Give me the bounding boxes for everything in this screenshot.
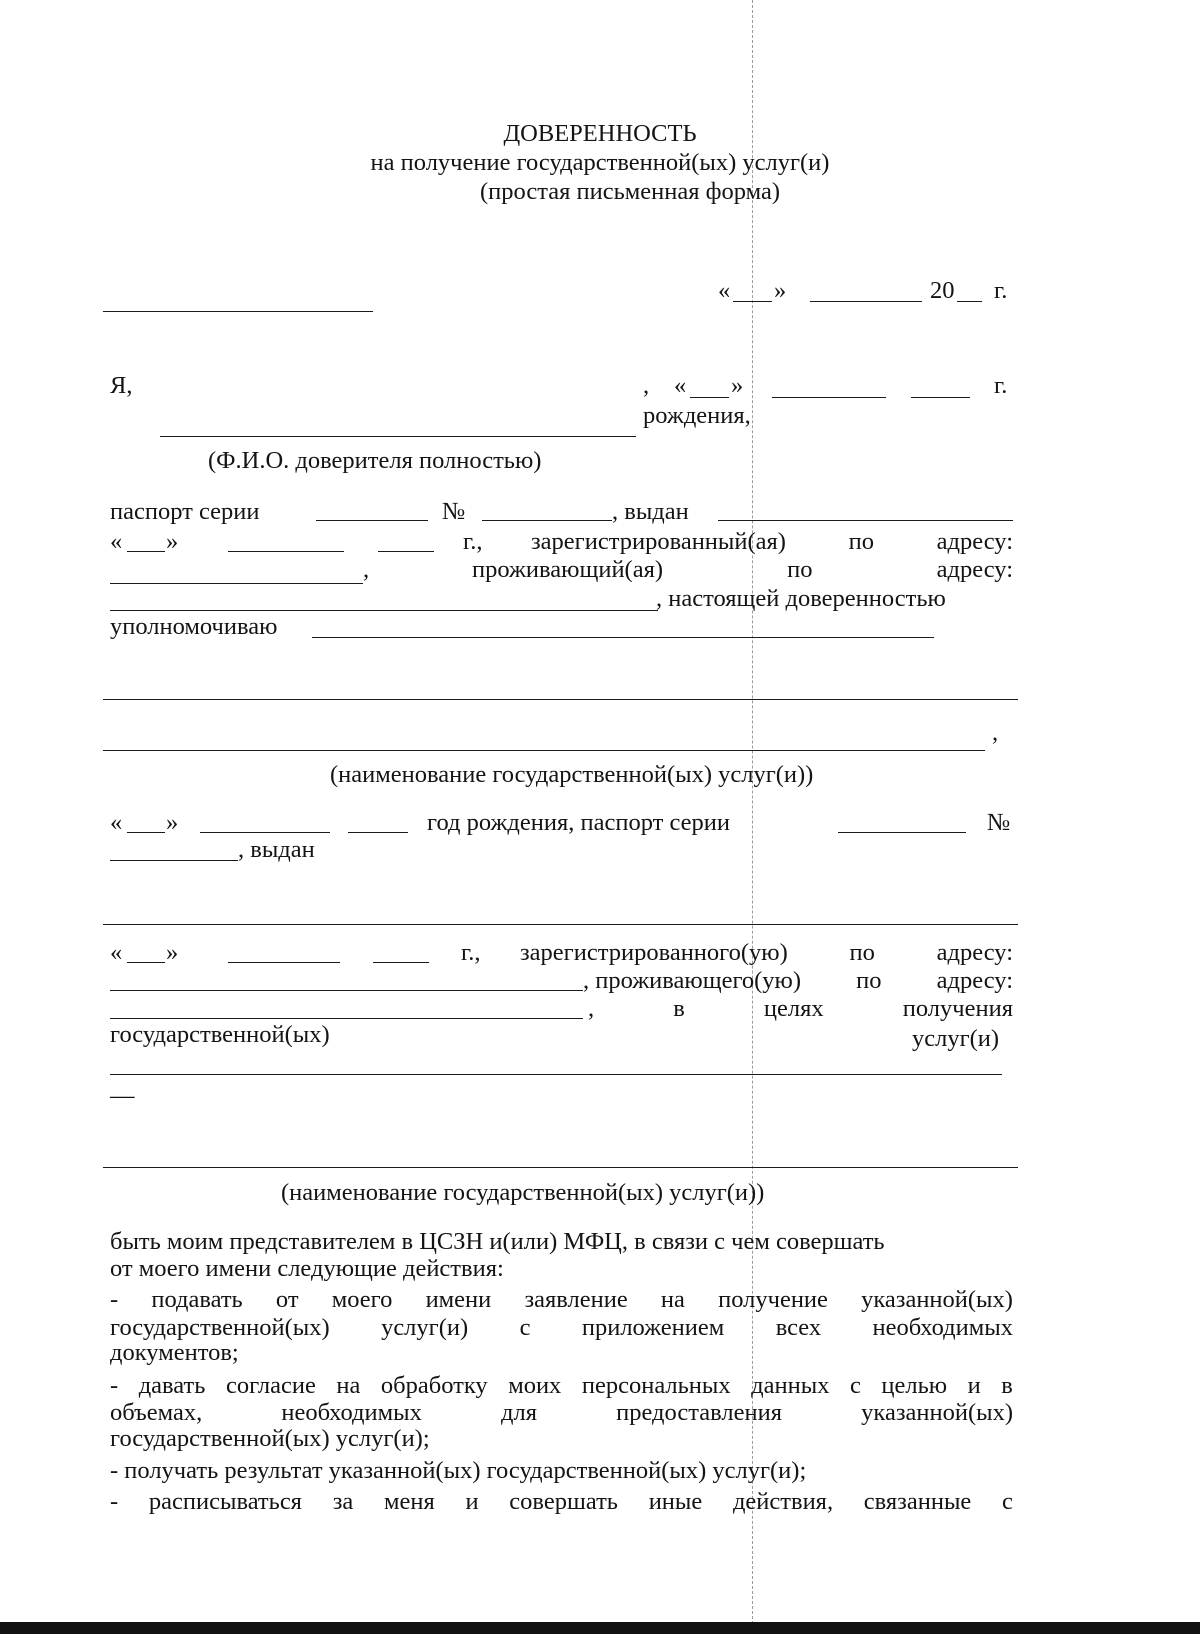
agent-day-blank: [127, 832, 165, 833]
word: по: [848, 528, 874, 555]
principal-year-suffix: г.: [994, 372, 1008, 399]
word: зарегистрированный(ая): [531, 528, 786, 555]
word: персональных: [581, 1372, 731, 1399]
item2-line1: [110, 1374, 1013, 1399]
passport-close-quote: »: [166, 528, 179, 555]
agent-name-comma: ,: [992, 719, 999, 746]
agent-living-line: [583, 969, 1013, 994]
word: согласие: [225, 1372, 316, 1399]
agent-reg-close-quote: »: [166, 939, 179, 966]
date-close-quote: »: [774, 277, 787, 304]
services-dash: —: [110, 1082, 135, 1109]
item3-line: - получать результат указанной(ых) государственной(ых) услуг(и);: [110, 1457, 807, 1484]
passport-series-blank: [316, 520, 428, 521]
agent-year-suffix: г.,: [461, 939, 481, 966]
word: с: [849, 1372, 861, 1399]
word: предоставления: [616, 1399, 782, 1426]
word: на: [660, 1286, 685, 1313]
place-blank-line: [103, 311, 373, 312]
word: данных: [751, 1372, 830, 1399]
word: проживающий(ая): [472, 556, 664, 583]
word: действия,: [732, 1488, 834, 1515]
date-open-quote: «: [718, 277, 731, 304]
word: объемах,: [110, 1399, 203, 1426]
passport-living-line: [472, 558, 1013, 583]
word: адресу:: [936, 528, 1013, 555]
principal-caption: (Ф.И.О. доверителя полностью): [208, 447, 542, 474]
word: адресу:: [936, 556, 1013, 583]
passport-number-sign: №: [442, 498, 466, 525]
word: указанной(ых): [861, 1399, 1013, 1426]
word: и: [465, 1488, 479, 1515]
passport-issued: , выдан: [612, 498, 689, 525]
registered-address-blank: [110, 583, 363, 584]
form-note: (простая письменная форма): [479, 178, 781, 205]
principal-day-blank: [690, 397, 729, 398]
passport-number-blank: [482, 520, 612, 521]
word: целью: [881, 1372, 948, 1399]
agent-birth-passport: год рождения, паспорт серии: [427, 809, 730, 836]
word: необходимых: [872, 1314, 1013, 1341]
word: с: [519, 1314, 531, 1341]
word: целях: [763, 995, 824, 1022]
word: для: [501, 1399, 537, 1426]
services-blank-2: [103, 1167, 1018, 1168]
word: имени: [425, 1286, 492, 1313]
agent-open-quote: «: [110, 809, 123, 836]
agent-registered-line: [520, 941, 1013, 966]
agent-close-quote: »: [166, 809, 179, 836]
services-right: услуг(и): [912, 1025, 1000, 1052]
item2-line2: [110, 1401, 1013, 1426]
word: моего: [331, 1286, 393, 1313]
item1-line2: [110, 1316, 1013, 1341]
authorize-blank: [312, 637, 934, 638]
word: меня: [383, 1488, 435, 1515]
passport-year-suffix: г.,: [463, 528, 483, 555]
principal-intro: Я,: [110, 372, 133, 399]
word: получение: [718, 1286, 828, 1313]
agent-reg-open-quote: «: [110, 939, 123, 966]
principal-comma: ,: [643, 372, 650, 399]
word: иные: [648, 1488, 703, 1515]
word: и: [967, 1372, 981, 1399]
word: -: [110, 1488, 119, 1515]
date-day-blank: [733, 301, 772, 302]
word: подавать: [151, 1286, 243, 1313]
services-caption: (наименование государственной(ых) услуг(и)): [281, 1179, 765, 1206]
item1-line3: документов;: [110, 1339, 239, 1366]
agent-year-blank: [348, 832, 408, 833]
word: на: [336, 1372, 361, 1399]
agent-month-blank: [200, 832, 330, 833]
word: от: [275, 1286, 299, 1313]
agent-name-blank-2: [103, 750, 985, 751]
passport-year-blank: [378, 551, 434, 552]
scan-bottom-edge: [0, 1622, 1200, 1634]
living-address-blank: [110, 610, 658, 611]
word: необходимых: [281, 1399, 422, 1426]
word: совершать: [509, 1488, 618, 1515]
principal-close-quote: »: [731, 372, 744, 399]
principal-birth-word: рождения,: [643, 402, 751, 429]
agent-reg-day-blank: [127, 962, 165, 963]
principal-year-blank: [911, 397, 970, 398]
word: зарегистрированного(ую): [520, 939, 788, 966]
word: всех: [775, 1314, 822, 1341]
item2-line3: государственной(ых) услуг(и);: [110, 1425, 430, 1452]
word: расписываться: [148, 1488, 302, 1515]
word: приложением: [581, 1314, 725, 1341]
word: адресу:: [936, 967, 1013, 994]
word: по: [856, 967, 882, 994]
word: заявление: [524, 1286, 628, 1313]
word: по: [849, 939, 875, 966]
principal-open-quote: «: [674, 372, 687, 399]
word: -: [110, 1372, 119, 1399]
body-line-1: быть моим представителем в ЦСЗН и(или) МФЦ, в связи с чем совершать: [110, 1228, 885, 1255]
word: обработку: [380, 1372, 488, 1399]
passport-issued-blank: [718, 520, 1013, 521]
services-blank-1: [110, 1074, 1002, 1075]
agent-purpose-line: [588, 997, 1013, 1022]
word: давать: [138, 1372, 206, 1399]
word: связанные: [863, 1488, 972, 1515]
body-line-2: от моего имени следующие действия:: [110, 1255, 504, 1282]
word: моих: [508, 1372, 562, 1399]
document-subtitle: на получение государственной(ых) услуг(и): [370, 149, 830, 176]
item4-line1: [110, 1490, 1013, 1515]
registered-comma: ,: [363, 556, 370, 583]
item1-line1: [110, 1288, 1013, 1313]
agent-issued: , выдан: [238, 836, 315, 863]
word: услуг(и): [381, 1314, 469, 1341]
agent-reg-month-blank: [228, 962, 340, 963]
word: в: [1001, 1372, 1013, 1399]
word: ,: [588, 995, 595, 1022]
date-year-blank: [957, 301, 982, 302]
word: в: [673, 995, 685, 1022]
agent-series-blank: [838, 832, 966, 833]
agent-caption: (наименование государственной(ых) услуг(и)): [330, 761, 814, 788]
passport-month-blank: [228, 551, 344, 552]
document-title: ДОВЕРЕННОСТЬ: [503, 120, 697, 147]
agent-issued-blank: [103, 924, 1018, 925]
word: с: [1002, 1488, 1013, 1515]
services-left: государственной(ых): [110, 1021, 330, 1048]
principal-month-blank: [772, 397, 886, 398]
agent-number-blank: [110, 860, 238, 861]
date-month-blank: [810, 301, 922, 302]
word: адресу:: [936, 939, 1013, 966]
agent-registered-address-blank: [110, 990, 583, 991]
word: за: [332, 1488, 354, 1515]
word: получения: [902, 995, 1013, 1022]
word: указанной(ых): [861, 1286, 1013, 1313]
word: -: [110, 1286, 119, 1313]
principal-name-blank: [160, 436, 636, 437]
agent-name-blank-1: [103, 699, 1018, 700]
agent-living-address-blank: [110, 1018, 583, 1019]
passport-open-quote: «: [110, 528, 123, 555]
agent-reg-year-blank: [373, 962, 429, 963]
passport-day-blank: [127, 551, 165, 552]
passport-series-label: паспорт серии: [110, 498, 260, 525]
word: по: [787, 556, 813, 583]
agent-number-sign: №: [987, 809, 1011, 836]
passport-registered-line: [531, 530, 1013, 555]
word: , проживающего(ую): [583, 967, 802, 994]
hereby-text: , настоящей доверенностью: [656, 585, 946, 612]
date-suffix: г.: [994, 277, 1008, 304]
word: государственной(ых): [110, 1314, 330, 1341]
authorize-label: уполномочиваю: [110, 613, 278, 640]
date-year-prefix: 20: [930, 277, 955, 304]
